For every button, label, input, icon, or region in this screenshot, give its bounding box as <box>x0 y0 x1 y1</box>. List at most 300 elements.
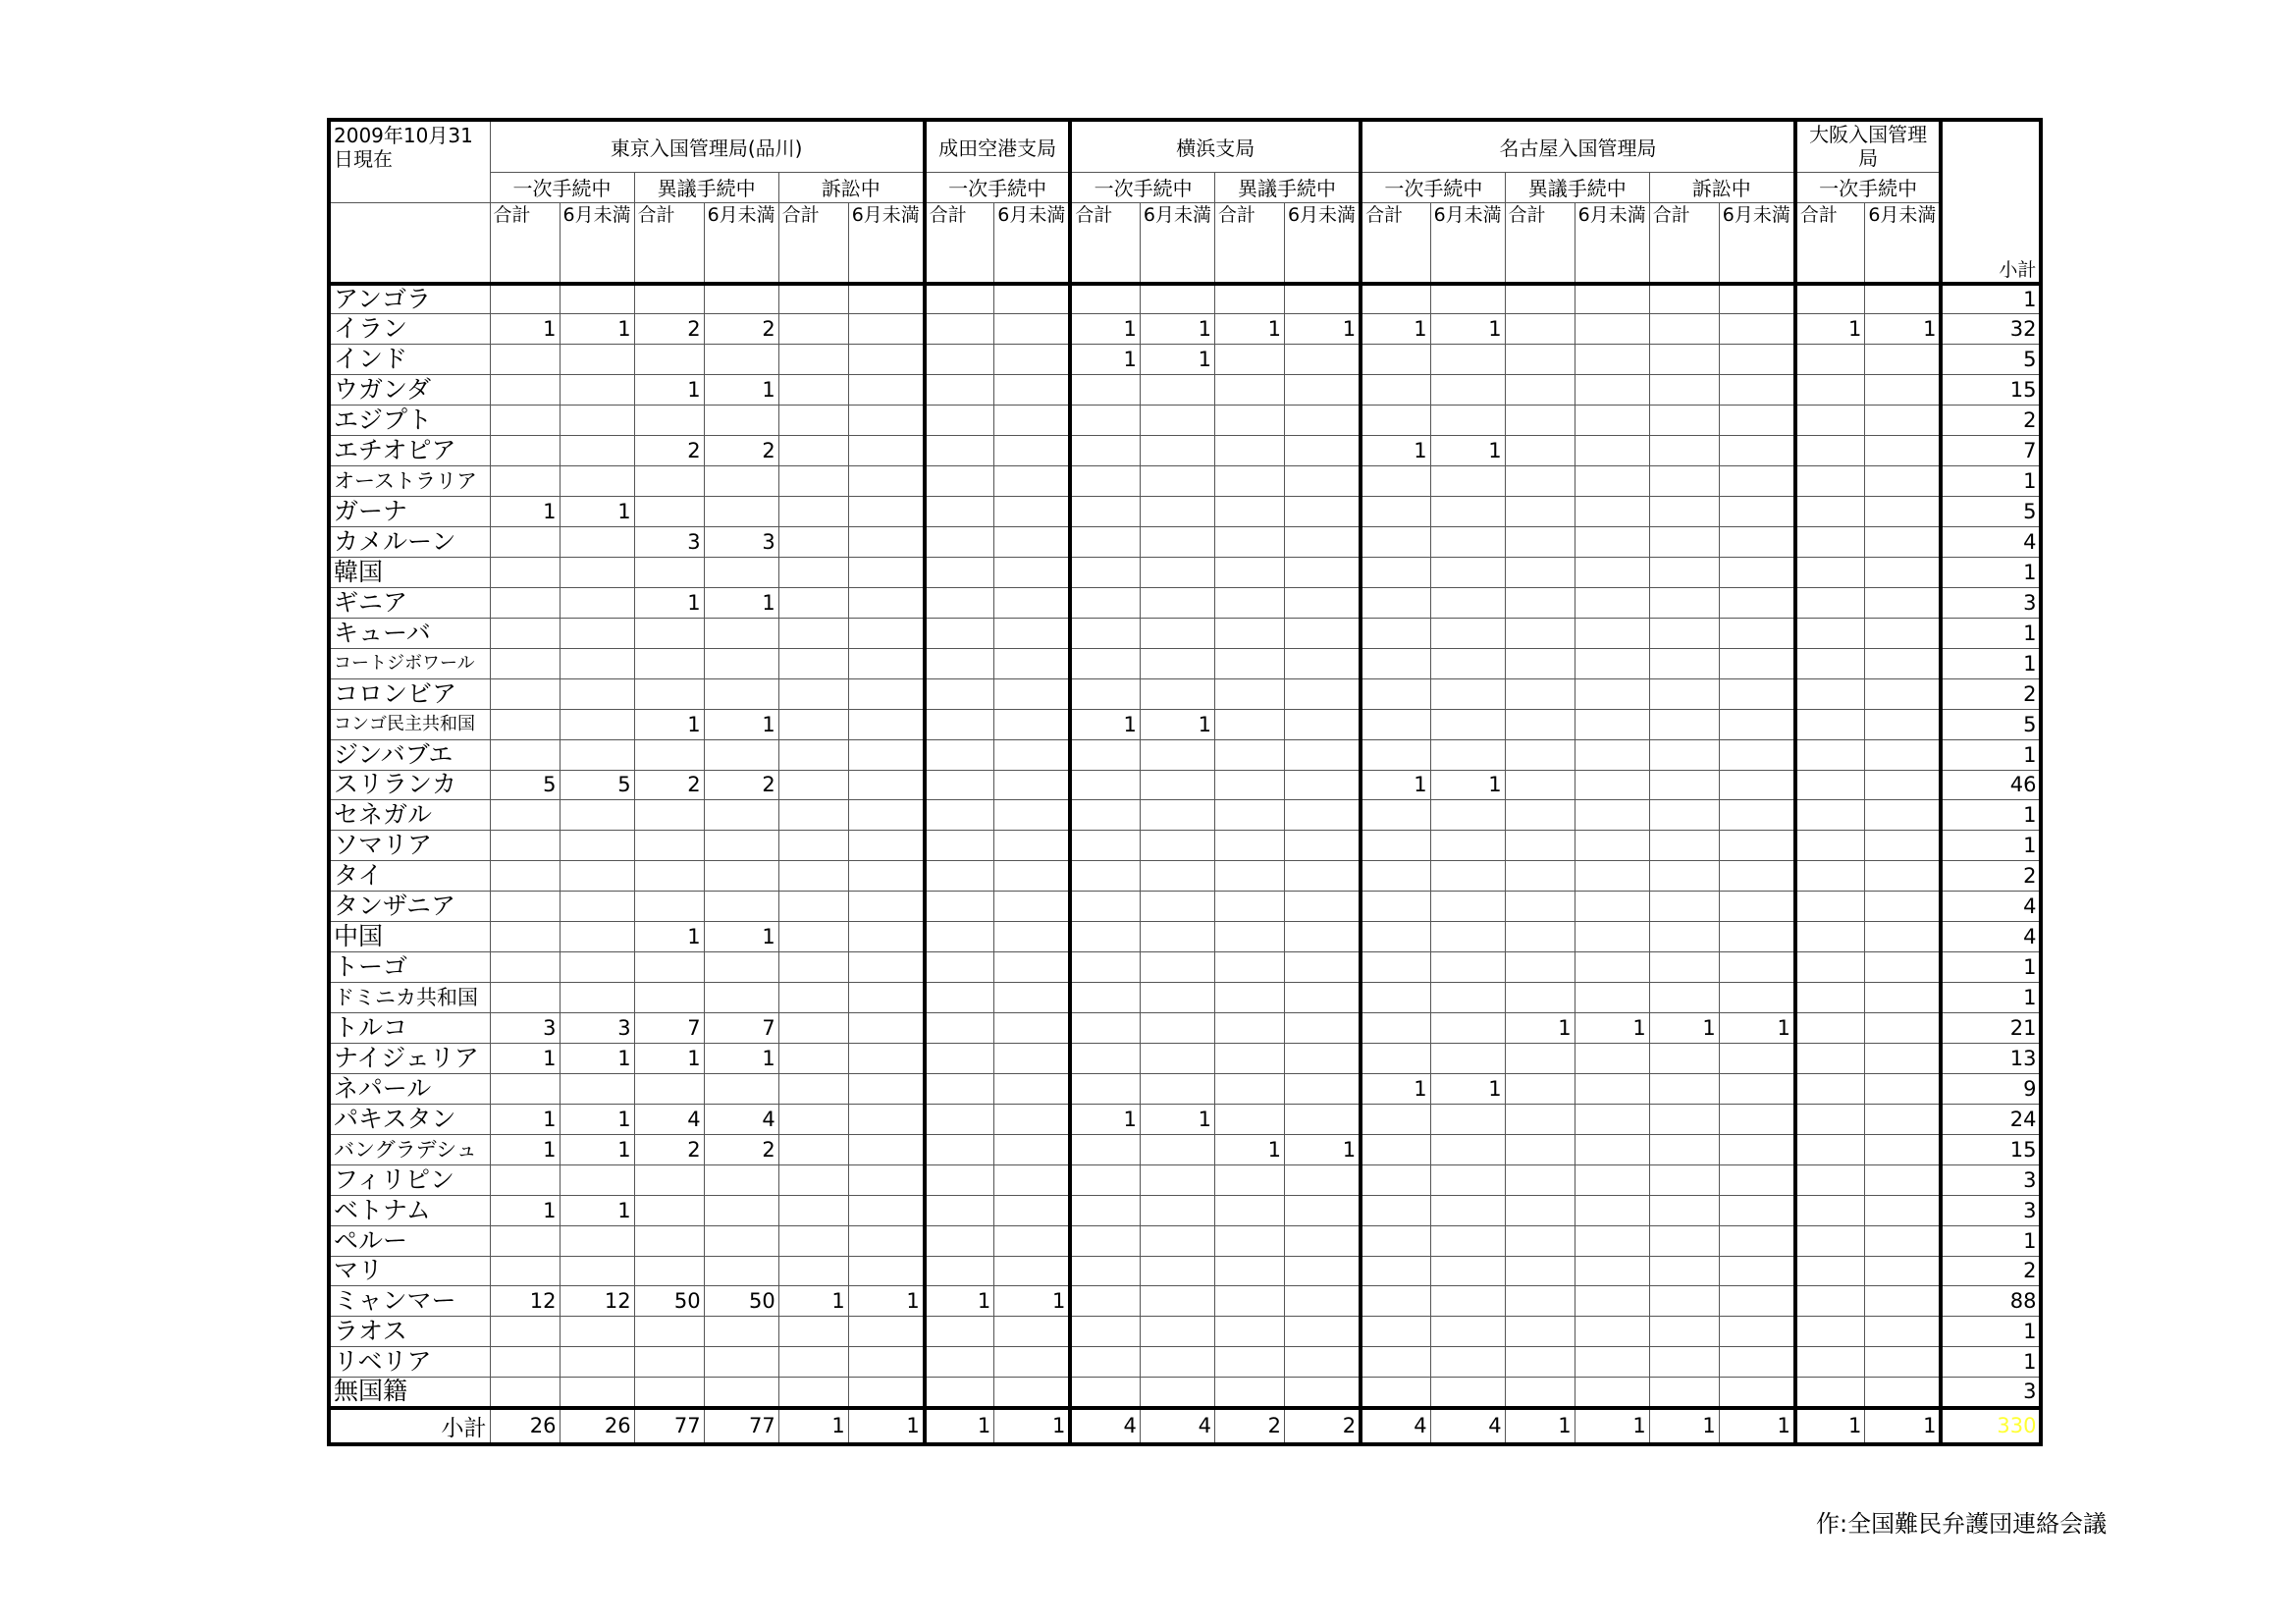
value-cell: 1 <box>560 1043 634 1073</box>
value-cell <box>1430 375 1505 406</box>
value-cell <box>1284 527 1361 558</box>
column-total: 4 <box>1430 1408 1505 1444</box>
value-cell <box>1575 375 1649 406</box>
stage-header: 一次手続中 <box>1070 172 1214 202</box>
value-cell <box>1575 739 1649 770</box>
value-cell <box>994 345 1071 375</box>
value-cell <box>1575 678 1649 709</box>
table-row <box>329 1134 2041 1164</box>
value-cell <box>925 892 994 922</box>
value-cell <box>1505 345 1575 375</box>
value-cell: 1 <box>560 1104 634 1134</box>
value-cell <box>704 983 778 1013</box>
value-cell <box>1505 618 1575 648</box>
value-cell <box>490 527 560 558</box>
table-row <box>329 345 2041 375</box>
value-cell <box>1430 406 1505 436</box>
table-row <box>329 284 2041 314</box>
value-cell <box>778 314 848 345</box>
value-cell <box>925 1104 994 1134</box>
value-cell <box>1361 1043 1430 1073</box>
total-column-header: 合計 <box>925 202 994 284</box>
value-cell <box>1865 1225 1942 1256</box>
value-cell <box>1865 466 1942 497</box>
value-cell <box>1575 800 1649 831</box>
value-cell <box>1865 709 1942 739</box>
value-cell <box>1430 678 1505 709</box>
value-cell <box>1284 770 1361 800</box>
value-cell <box>778 922 848 952</box>
value-cell <box>1575 618 1649 648</box>
country-name: バングラデシュ <box>329 1134 490 1164</box>
value-cell <box>1284 892 1361 922</box>
value-cell <box>1505 1195 1575 1225</box>
value-cell <box>1284 922 1361 952</box>
value-cell <box>1070 861 1140 892</box>
value-cell <box>994 1317 1071 1347</box>
row-subtotal: 2 <box>1941 406 2041 436</box>
value-cell <box>490 618 560 648</box>
value-cell <box>994 1256 1071 1286</box>
value-cell <box>704 678 778 709</box>
value-cell <box>925 466 994 497</box>
value-cell <box>925 1013 994 1044</box>
value-cell <box>1140 892 1214 922</box>
total-column-header: 合計 <box>1795 202 1865 284</box>
value-cell <box>1719 1286 1795 1317</box>
value-cell <box>1649 375 1719 406</box>
column-total: 1 <box>994 1408 1071 1444</box>
value-cell <box>704 345 778 375</box>
value-cell <box>490 983 560 1013</box>
value-cell <box>994 1043 1071 1073</box>
value-cell <box>994 1104 1071 1134</box>
value-cell <box>1430 1317 1505 1347</box>
value-cell <box>1070 922 1140 952</box>
value-cell <box>848 466 925 497</box>
value-cell <box>704 1225 778 1256</box>
value-cell <box>1865 557 1942 587</box>
value-cell <box>778 739 848 770</box>
value-cell <box>1505 678 1575 709</box>
value-cell <box>1795 892 1865 922</box>
value-cell <box>1575 1134 1649 1164</box>
table-row <box>329 1378 2041 1408</box>
value-cell <box>1505 557 1575 587</box>
country-name: 無国籍 <box>329 1378 490 1408</box>
value-cell <box>490 648 560 678</box>
value-cell <box>1719 739 1795 770</box>
value-cell <box>560 1347 634 1378</box>
value-cell <box>1070 436 1140 466</box>
value-cell <box>1430 587 1505 618</box>
country-name: ギニア <box>329 587 490 618</box>
value-cell <box>1430 983 1505 1013</box>
value-cell: 1 <box>1430 770 1505 800</box>
value-cell <box>1505 314 1575 345</box>
value-cell <box>778 375 848 406</box>
value-cell <box>1795 983 1865 1013</box>
value-cell <box>848 284 925 314</box>
value-cell: 1 <box>560 1195 634 1225</box>
value-cell <box>848 892 925 922</box>
value-cell <box>1214 770 1284 800</box>
value-cell <box>1575 1225 1649 1256</box>
value-cell <box>1214 587 1284 618</box>
column-total: 1 <box>1505 1408 1575 1444</box>
value-cell: 1 <box>1070 709 1140 739</box>
row-subtotal: 1 <box>1941 618 2041 648</box>
value-cell <box>925 1317 994 1347</box>
value-cell <box>1214 436 1284 466</box>
value-cell <box>1575 1195 1649 1225</box>
value-cell <box>490 436 560 466</box>
value-cell <box>925 527 994 558</box>
value-cell <box>1649 831 1719 861</box>
value-cell: 1 <box>848 1286 925 1317</box>
value-cell <box>925 648 994 678</box>
value-cell <box>1575 983 1649 1013</box>
value-cell <box>1505 1378 1575 1408</box>
country-name: リベリア <box>329 1347 490 1378</box>
value-cell <box>1284 1164 1361 1195</box>
value-cell <box>778 557 848 587</box>
column-total: 2 <box>1284 1408 1361 1444</box>
value-cell <box>1430 1104 1505 1134</box>
author-credit: 作:全国難民弁護団連絡会議 <box>1816 1510 2108 1538</box>
value-cell <box>848 983 925 1013</box>
column-total: 1 <box>925 1408 994 1444</box>
value-cell <box>1649 618 1719 648</box>
value-cell <box>1795 678 1865 709</box>
value-cell <box>1361 527 1430 558</box>
value-cell <box>1284 1347 1361 1378</box>
row-subtotal: 1 <box>1941 952 2041 983</box>
row-subtotal: 88 <box>1941 1286 2041 1317</box>
value-cell: 1 <box>1214 314 1284 345</box>
value-cell <box>1361 831 1430 861</box>
value-cell <box>1214 406 1284 436</box>
value-cell <box>1430 861 1505 892</box>
table-row <box>329 831 2041 861</box>
value-cell: 4 <box>634 1104 704 1134</box>
value-cell <box>1649 1195 1719 1225</box>
value-cell <box>560 861 634 892</box>
row-subtotal: 1 <box>1941 983 2041 1013</box>
value-cell <box>1649 770 1719 800</box>
value-cell <box>1575 1317 1649 1347</box>
value-cell <box>1140 1256 1214 1286</box>
under-6-months-column-header: 6月未満 <box>1719 202 1795 284</box>
stage-header: 訴訟中 <box>778 172 925 202</box>
value-cell: 1 <box>490 497 560 527</box>
value-cell: 1 <box>1284 1134 1361 1164</box>
value-cell <box>1795 861 1865 892</box>
value-cell <box>925 375 994 406</box>
value-cell <box>848 1378 925 1408</box>
table-row <box>329 739 2041 770</box>
table-row <box>329 527 2041 558</box>
value-cell <box>1649 1225 1719 1256</box>
value-cell <box>1719 1104 1795 1134</box>
value-cell <box>560 466 634 497</box>
value-cell <box>1795 1347 1865 1378</box>
value-cell <box>1649 497 1719 527</box>
value-cell <box>1430 284 1505 314</box>
value-cell <box>1284 466 1361 497</box>
value-cell <box>1649 1043 1719 1073</box>
value-cell <box>1649 1378 1719 1408</box>
value-cell: 5 <box>490 770 560 800</box>
value-cell <box>848 1347 925 1378</box>
country-name: ラオス <box>329 1317 490 1347</box>
value-cell <box>1795 1073 1865 1104</box>
value-cell: 1 <box>1361 1073 1430 1104</box>
value-cell <box>704 1378 778 1408</box>
value-cell <box>848 1134 925 1164</box>
value-cell: 1 <box>704 587 778 618</box>
value-cell <box>1214 1164 1284 1195</box>
country-name: タイ <box>329 861 490 892</box>
table-row <box>329 1317 2041 1347</box>
value-cell <box>560 557 634 587</box>
value-cell <box>1284 345 1361 375</box>
value-cell <box>1284 983 1361 1013</box>
table-row <box>329 1013 2041 1044</box>
value-cell <box>1719 618 1795 648</box>
column-total: 77 <box>704 1408 778 1444</box>
row-subtotal: 21 <box>1941 1013 2041 1044</box>
value-cell <box>1214 952 1284 983</box>
value-cell <box>560 892 634 922</box>
value-cell <box>634 1195 704 1225</box>
table-row <box>329 557 2041 587</box>
value-cell <box>1575 587 1649 618</box>
value-cell <box>1575 1164 1649 1195</box>
value-cell: 1 <box>490 1134 560 1164</box>
value-cell <box>994 1013 1071 1044</box>
value-cell <box>1719 892 1795 922</box>
value-cell <box>848 618 925 648</box>
value-cell <box>1214 678 1284 709</box>
row-subtotal: 1 <box>1941 1347 2041 1378</box>
row-subtotal: 3 <box>1941 1164 2041 1195</box>
value-cell <box>1649 922 1719 952</box>
stage-header: 一次手続中 <box>925 172 1071 202</box>
value-cell <box>778 1073 848 1104</box>
value-cell <box>994 466 1071 497</box>
country-name: ナイジェリア <box>329 1043 490 1073</box>
value-cell: 2 <box>704 770 778 800</box>
value-cell <box>1361 1347 1430 1378</box>
value-cell <box>1505 861 1575 892</box>
value-cell <box>490 709 560 739</box>
value-cell <box>1284 1195 1361 1225</box>
value-cell <box>994 436 1071 466</box>
value-cell <box>1575 1043 1649 1073</box>
value-cell <box>1719 1073 1795 1104</box>
value-cell <box>1361 800 1430 831</box>
value-cell <box>1649 284 1719 314</box>
value-cell <box>925 861 994 892</box>
value-cell <box>1430 1256 1505 1286</box>
value-cell <box>994 497 1071 527</box>
value-cell <box>778 861 848 892</box>
value-cell <box>1575 861 1649 892</box>
value-cell <box>778 1378 848 1408</box>
value-cell <box>1719 314 1795 345</box>
value-cell <box>490 284 560 314</box>
value-cell <box>1649 466 1719 497</box>
value-cell <box>1070 284 1140 314</box>
country-name: ベトナム <box>329 1195 490 1225</box>
value-cell <box>1214 1104 1284 1134</box>
value-cell <box>1575 770 1649 800</box>
value-cell <box>848 314 925 345</box>
value-cell: 1 <box>490 314 560 345</box>
value-cell <box>1575 436 1649 466</box>
value-cell <box>1361 1256 1430 1286</box>
value-cell <box>704 1347 778 1378</box>
row-subtotal: 1 <box>1941 557 2041 587</box>
value-cell <box>704 557 778 587</box>
value-cell: 1 <box>634 709 704 739</box>
value-cell <box>1719 1043 1795 1073</box>
office-tokyo: 東京入国管理局(品川) <box>490 120 925 172</box>
value-cell <box>1214 375 1284 406</box>
value-cell <box>1865 345 1942 375</box>
value-cell <box>994 922 1071 952</box>
value-cell <box>1505 1073 1575 1104</box>
value-cell <box>1719 1225 1795 1256</box>
value-cell <box>560 587 634 618</box>
value-cell <box>1140 406 1214 436</box>
value-cell <box>1214 1347 1284 1378</box>
column-total: 4 <box>1140 1408 1214 1444</box>
value-cell <box>1649 314 1719 345</box>
value-cell <box>1140 1286 1214 1317</box>
value-cell <box>490 922 560 952</box>
value-cell: 7 <box>634 1013 704 1044</box>
table-row <box>329 1286 2041 1317</box>
value-cell <box>1284 800 1361 831</box>
value-cell <box>1361 466 1430 497</box>
value-cell <box>560 1164 634 1195</box>
value-cell <box>634 406 704 436</box>
value-cell <box>848 800 925 831</box>
value-cell <box>994 678 1071 709</box>
value-cell <box>1575 1104 1649 1134</box>
value-cell <box>1795 1134 1865 1164</box>
under-6-months-column-header: 6月未満 <box>1430 202 1505 284</box>
column-total: 1 <box>778 1408 848 1444</box>
value-cell <box>1140 983 1214 1013</box>
value-cell <box>704 618 778 648</box>
value-cell <box>1795 1286 1865 1317</box>
value-cell <box>1214 1013 1284 1044</box>
table-row <box>329 618 2041 648</box>
value-cell: 1 <box>560 497 634 527</box>
value-cell <box>848 770 925 800</box>
value-cell <box>1214 983 1284 1013</box>
country-name: ドミニカ共和国 <box>329 983 490 1013</box>
value-cell <box>1505 709 1575 739</box>
country-name: トーゴ <box>329 952 490 983</box>
value-cell <box>1649 557 1719 587</box>
value-cell <box>1505 892 1575 922</box>
value-cell <box>1361 375 1430 406</box>
value-cell <box>848 861 925 892</box>
value-cell <box>1140 678 1214 709</box>
value-cell <box>1795 466 1865 497</box>
value-cell <box>1719 952 1795 983</box>
value-cell <box>778 497 848 527</box>
value-cell <box>704 892 778 922</box>
value-cell <box>1795 770 1865 800</box>
value-cell <box>778 1195 848 1225</box>
value-cell <box>1361 648 1430 678</box>
value-cell <box>1361 406 1430 436</box>
value-cell <box>994 527 1071 558</box>
value-cell <box>1430 557 1505 587</box>
value-cell <box>1795 284 1865 314</box>
value-cell <box>1719 557 1795 587</box>
value-cell <box>1649 1104 1719 1134</box>
value-cell <box>994 587 1071 618</box>
value-cell: 1 <box>1284 314 1361 345</box>
value-cell: 2 <box>704 1134 778 1164</box>
value-cell <box>704 406 778 436</box>
value-cell <box>1284 1104 1361 1134</box>
row-subtotal: 4 <box>1941 922 2041 952</box>
total-column-header: 合計 <box>1214 202 1284 284</box>
value-cell <box>994 648 1071 678</box>
value-cell <box>1505 739 1575 770</box>
value-cell: 2 <box>634 314 704 345</box>
value-cell <box>1070 1347 1140 1378</box>
value-cell <box>848 952 925 983</box>
value-cell <box>560 739 634 770</box>
value-cell <box>1575 497 1649 527</box>
value-cell <box>634 831 704 861</box>
value-cell <box>925 557 994 587</box>
value-cell: 1 <box>1070 345 1140 375</box>
row-subtotal: 2 <box>1941 861 2041 892</box>
value-cell <box>1140 1195 1214 1225</box>
value-cell <box>634 892 704 922</box>
value-cell <box>1070 952 1140 983</box>
value-cell <box>1795 375 1865 406</box>
total-column-header: 合計 <box>1070 202 1140 284</box>
value-cell <box>1430 648 1505 678</box>
value-cell: 50 <box>634 1286 704 1317</box>
value-cell <box>634 1347 704 1378</box>
value-cell: 1 <box>560 314 634 345</box>
value-cell <box>1214 861 1284 892</box>
value-cell <box>1430 527 1505 558</box>
column-total: 1 <box>1795 1408 1865 1444</box>
value-cell <box>1719 648 1795 678</box>
value-cell <box>1430 1134 1505 1164</box>
value-cell <box>1719 527 1795 558</box>
value-cell <box>994 770 1071 800</box>
value-cell <box>1505 1225 1575 1256</box>
value-cell <box>994 406 1071 436</box>
value-cell <box>848 497 925 527</box>
value-cell: 1 <box>634 375 704 406</box>
value-cell <box>1719 709 1795 739</box>
value-cell <box>925 587 994 618</box>
